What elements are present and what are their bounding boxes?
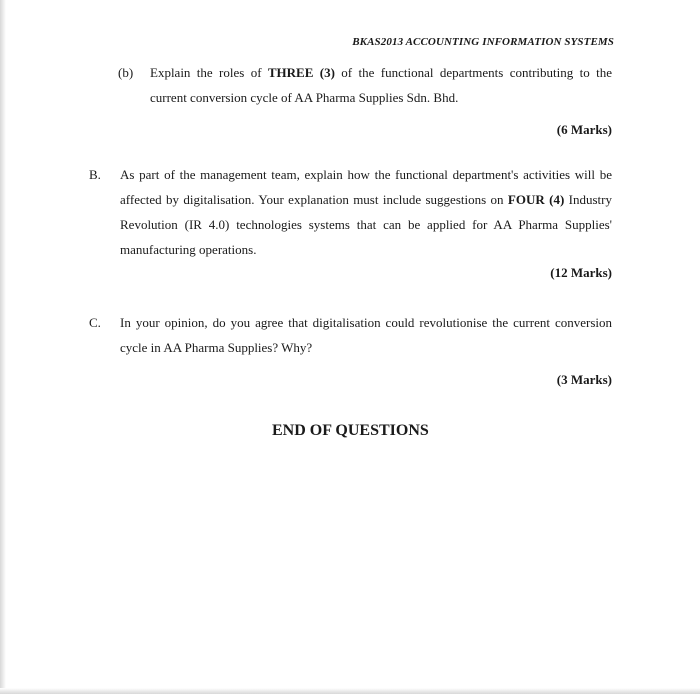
question-b-text-end: Industry Revolution (IR 4.0) technologies systems that can be applied for AA Pharma Supplies' manufacturing operations. [120, 192, 612, 257]
question-b-text [120, 162, 612, 262]
question-b-sub-marks: (6 Marks) [556, 122, 612, 137]
question-c-marks: (3 Marks) [556, 372, 612, 387]
question-b-sub-text [150, 60, 612, 110]
question-b-sub-emphasis: THREE (3) [267, 65, 335, 80]
question-b-text-start: As part of the management team, explain how the functional department's activities will be affected by digitalisation. Your explanation must include suggestions on [120, 167, 612, 207]
question-b-sub-text-start: Explain the roles of [150, 65, 268, 80]
question-c-label: C. [89, 315, 101, 330]
end-of-questions: END OF QUESTIONS [272, 422, 429, 439]
page-left-edge [0, 0, 6, 694]
question-b-label: B. [89, 167, 101, 182]
question-b-emphasis: FOUR (4) [507, 192, 565, 207]
page-header-title: BKAS2013 ACCOUNTING INFORMATION SYSTEMS [352, 36, 614, 48]
question-b-marks: (12 Marks) [550, 265, 612, 280]
question-b-sub-label: (b) [118, 65, 134, 80]
question-c-text: In your opinion, do you agree that digitalisation could revolutionise the current conversion cycle in AA Pharma Supplies? Why? [120, 315, 612, 355]
page-bottom-edge [0, 688, 700, 694]
question-b-sub-text-end: of the functional departments contributing to the current conversion cycle of AA Pharma Supplies Sdn. Bhd. [150, 65, 612, 105]
